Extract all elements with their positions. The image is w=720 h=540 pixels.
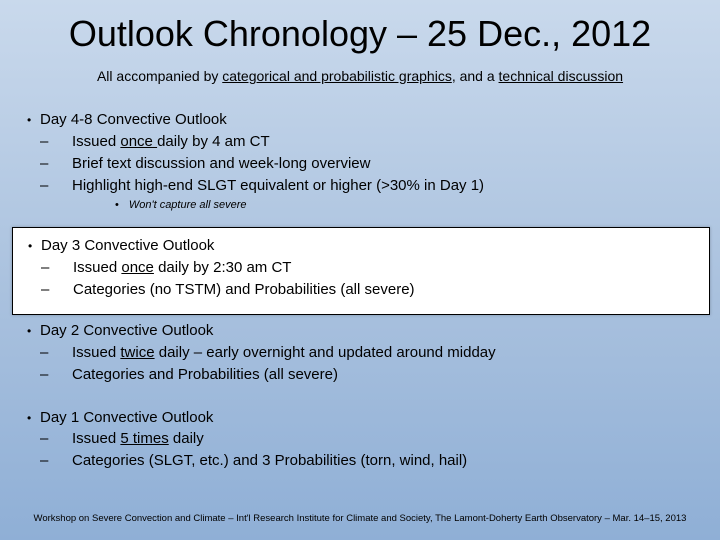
subtitle-text-mid: , and a [451,68,499,84]
day48-discussion-text: Brief text discussion and week-long overview [72,155,371,172]
day3-issued-pre: Issued [73,259,122,276]
day2-issued-pre: Issued [72,344,121,361]
slide-subtitle [0,66,720,86]
day2-categories-text: Categories and Probabilities (all severe) [72,366,338,383]
dash: – [41,281,50,298]
day48-highlight-text: Highlight high-end SLGT equivalent or higher (>30% in Day 1) [72,177,485,194]
slide-title: Outlook Chronology – 25 Dec., 2012 [68,13,652,54]
day2-line-categories [40,364,338,386]
day48-issued-post: daily by 4 am CT [157,133,270,150]
day1-line-issued [40,428,204,450]
day48-issued-pre: Issued [72,133,121,150]
day2-issued-frequency: twice [120,344,155,361]
day2-line-issued [40,342,496,364]
subtitle-text-pre: All accompanied by [96,68,223,84]
day1-issued-pre: Issued [72,430,121,447]
day48-line-issued [40,131,270,153]
day48-line-highlight [40,175,484,197]
day2-section [0,320,720,390]
dash: – [40,155,49,172]
bullet: • [27,411,32,425]
dash: – [40,344,49,361]
day48-section [0,109,720,219]
day48-line-discussion [40,153,370,175]
graphics-link[interactable]: categorical and probabilistic graphics [222,68,452,84]
slide-footer: Workshop on Severe Convection and Climate – Int'l Research Institute for Climate and Society, The Lamont-Doherty Earth Observatory – Mar. 14–15, 2013 [33,513,687,524]
dash: – [40,177,49,194]
day48-heading: Day 4-8 Convective Outlook [40,111,227,128]
day3-line-categories [41,279,415,301]
bullet: • [28,239,33,253]
day3-issued-post: daily by 2:30 am CT [153,259,292,276]
dash: – [40,452,49,469]
dash: – [40,430,49,447]
dash: – [40,133,49,150]
day48-issued-frequency: once [120,133,158,150]
day3-highlight-box [12,227,710,315]
bullet: • [27,113,32,127]
day2-heading: Day 2 Convective Outlook [40,322,214,339]
day1-issued-post: daily [168,430,204,447]
day48-note [115,198,247,212]
day3-issued-frequency: once [121,259,154,276]
day3-line-issued [41,257,291,279]
bullet: • [115,199,119,211]
dash: – [40,366,49,383]
day1-line-categories [40,450,467,472]
dash: – [41,259,50,276]
day2-issued-post: daily – early overnight and updated around midday [154,344,496,361]
day1-section [0,407,720,477]
day48-note-text: Won't capture all severe [128,199,247,211]
day1-issued-frequency: 5 times [120,430,169,447]
day3-heading: Day 3 Convective Outlook [41,237,215,254]
bullet: • [27,324,32,338]
day3-categories-text: Categories (no TSTM) and Probabilities (all severe) [73,281,415,298]
technical-discussion-link[interactable]: technical discussion [498,68,624,84]
day1-categories-text: Categories (SLGT, etc.) and 3 Probabilities (torn, wind, hail) [72,452,468,469]
day1-heading: Day 1 Convective Outlook [40,409,214,426]
